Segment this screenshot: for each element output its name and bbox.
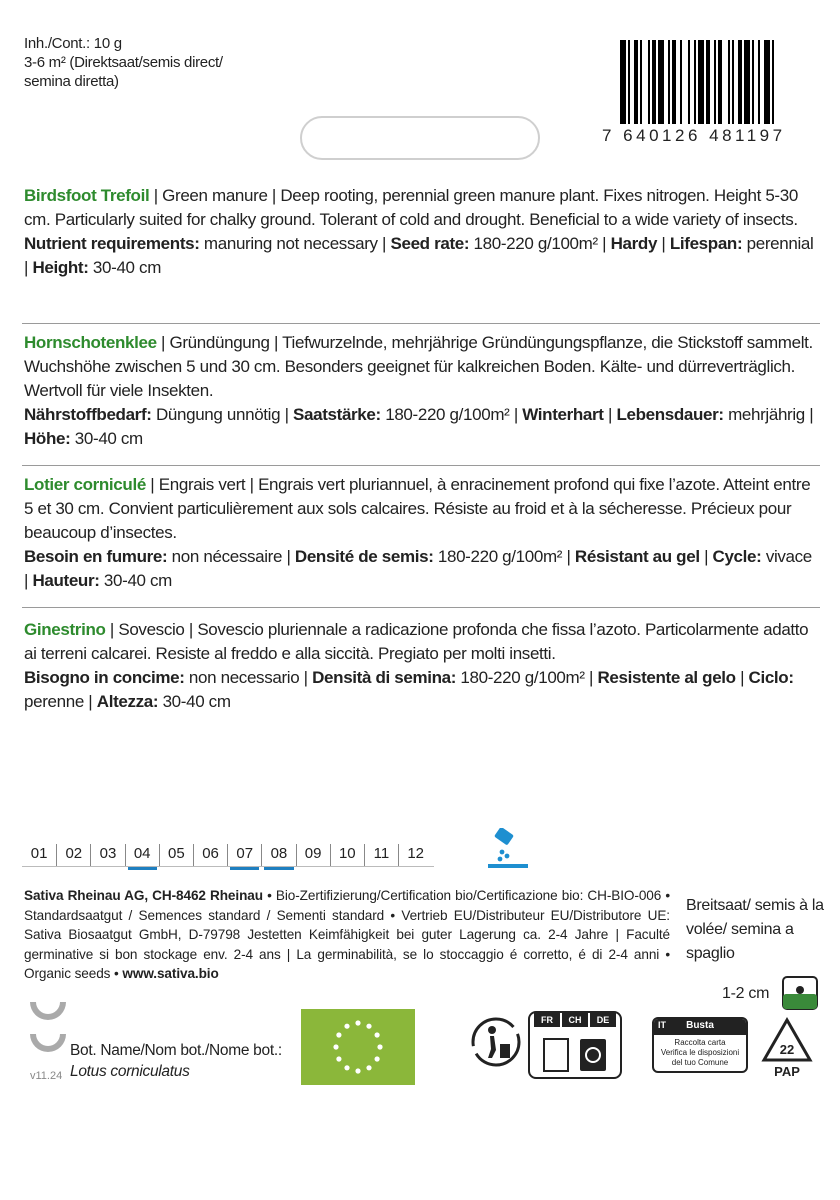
nutrient-value-fr: non nécessaire | [167,547,295,566]
description-de: | Gründüngung | Tiefwurzelnde, mehrjährige Gründüngungspflanze, die Stickstoff sammelt. Wuchshöhe zwischen 5 und 30 cm. Besonders geeignet für kalkreichen Boden. Kälte- und dürreverträglich. Wertvoll für viele Insekten. [24,333,813,400]
species-title-it: Ginestrino [24,620,106,639]
hardy-sep-en: | [657,234,670,253]
life-label-en: Lifespan: [669,234,743,253]
life-label-it: Ciclo: [748,668,794,687]
life-value-fr: vivace | [24,547,812,590]
hang-hole [300,116,540,160]
height-label-it: Altezza: [96,692,159,711]
nutrient-label-en: Nutrient requirements: [24,234,200,253]
life-value-de: mehrjährig | [723,405,814,424]
nutrient-value-en: manuring not necessary | [199,234,391,253]
nutrient-value-de: Düngung unnötig | [151,405,294,424]
seed-value-it: 180-220 g/100m² | [456,668,598,687]
sativa-logo-icon [26,1000,70,1064]
height-label-de: Höhe: [24,429,71,448]
hardy-label-it: Resistente al gelo [597,668,736,687]
content-info [24,34,223,91]
description-fr: | Engrais vert | Engrais vert pluriannuel, à enracinement profond qui fixe l’azote. Atteint entre 5 et 30 cm. Convient particulièrement aux sols calcaires. Résiste au froid et à la sécheresse. Précieux pour beaucoup d’insectes. [24,475,811,542]
life-value-it: perenne | [24,692,97,711]
pap-code: 22 [779,1042,795,1057]
content-area: 3-6 m² (Direktsaat/semis direct/ [24,54,223,71]
botanical-label: Bot. Name/Nom bot./Nome bot.: [70,1042,282,1059]
nutrient-label-fr: Besoin en fumure: [24,547,168,566]
height-value-fr: 30-40 cm [99,571,172,590]
seed-label-it: Densità di semina: [312,668,457,687]
month-12: 12 [398,844,432,866]
flag-ch: CH [562,1013,588,1027]
hardy-label-fr: Résistant au gel [574,547,700,566]
company-info [24,886,670,984]
barcode-number: 7 640126 481197 [602,126,786,145]
life-label-de: Lebensdauer: [616,405,724,424]
sorting-info-box [528,1011,622,1079]
height-value-en: 30-40 cm [88,258,161,277]
month-05: 05 [159,844,193,866]
block-french [24,473,820,593]
website-link[interactable]: www.sativa.bio [122,966,219,981]
botanical-name: Lotus corniculatus [70,1063,190,1080]
certification-text: • Bio-Zertifizierung/Certification bio/Certificazione bio: CH-BIO-006 • Standardsaatgut / Semences standard / Sementi standard • Vertrieb EU/Distributeur EU/Distributore UE: Sativa Biosaatgut GmbH, D-79798 Jestetten Keimfähigkeit bei guter Lagerung ca. 2-4 Jahre | Faculté germinative si bon stockage env. 2-4 ans | La germinabilità, se lo stoccaggio é corretto, é di 2-4 anni • Organic seeds • [24,888,671,981]
month-02: 02 [56,844,90,866]
seed-label-de: Saatstärke: [293,405,381,424]
block-italian [24,618,820,714]
species-title-de: Hornschotenklee [24,333,157,352]
flag-it: IT [658,1020,666,1030]
height-label-fr: Hauteur: [32,571,100,590]
it-line2: Verifica le disposizioni [660,1048,740,1057]
month-01: 01 [30,845,48,862]
month-07: 07 [227,844,261,866]
hardy-label-de: Winterhart [522,405,604,424]
divider [22,323,820,324]
content-area-cont: semina diretta) [24,73,119,90]
seed-value-en: 180-220 g/100m² | [469,234,611,253]
description-en: | Green manure | Deep rooting, perennial green manure plant. Fixes nitrogen. Height 5-30 cm. Particularly suited for chalky ground. Tolerant of cold and drought. Beneficial to a wide variety of insects. [24,186,798,229]
recycle-bin-icon [470,1016,522,1068]
divider [22,465,820,466]
month-09: 09 [296,844,330,866]
month-03: 03 [90,844,124,866]
barcode-icon [620,40,816,124]
hardy-sep-de: | [603,405,617,424]
description-it: | Sovescio | Sovescio pluriennale a radicazione profonda che fissa l’azoto. Particolarmente adatto ai terreni calcarei. Resiste al freddo e alla siccità. Pregiato per molti insetti. [24,620,809,663]
company-name: Sativa Rheinau AG, CH-8462 Rheinau [24,888,263,903]
it-line1: Raccolta carta [674,1038,726,1047]
month-11: 11 [364,844,398,866]
height-value-de: 30-40 cm [70,429,143,448]
sowing-depth-icon [782,976,818,1010]
version-label: v11.24 [30,1070,63,1082]
sowing-depth: 1-2 cm [722,985,770,1002]
seed-value-fr: 180-220 g/100m² | [433,547,575,566]
seed-label-en: Seed rate: [390,234,470,253]
month-10: 10 [330,844,364,866]
life-label-fr: Cycle: [712,547,762,566]
month-08: 08 [261,844,295,866]
nutrient-label-de: Nährstoffbedarf: [24,405,152,424]
paper-bin-icon [540,1033,612,1075]
hardy-sep-fr: | [699,547,713,566]
height-label-en: Height: [32,258,89,277]
month-04: 04 [125,844,159,866]
height-value-it: 30-40 cm [158,692,231,711]
content-weight: Inh./Cont.: 10 g [24,35,122,52]
hardy-label-en: Hardy [610,234,658,253]
flag-de: DE [590,1013,616,1027]
pap-label: PAP [774,1064,800,1079]
calendar-baseline [22,866,434,867]
flag-fr: FR [534,1013,560,1027]
pap-recycling-icon [758,1016,816,1080]
hardy-sep-it: | [735,668,749,687]
nutrient-value-it: non necessario | [184,668,313,687]
block-german [24,331,820,451]
divider [22,607,820,608]
broadcast-sowing-icon [484,828,532,872]
sowing-calendar [22,844,432,866]
eu-organic-logo-icon [301,1009,415,1085]
seed-label-fr: Densité de semis: [294,547,434,566]
species-title-fr: Lotier corniculé [24,475,146,494]
seed-value-de: 180-220 g/100m² | [380,405,523,424]
month-06: 06 [193,844,227,866]
life-value-en: perennial | [24,234,814,277]
it-line3: del tuo Comune [671,1058,729,1067]
italy-recycling-box [652,1017,748,1073]
busta-label: Busta [686,1020,714,1031]
sowing-method: Breitsaat/ semis à la volée/ semina a spaglio [686,897,824,962]
block-english [24,184,820,280]
species-title-en: Birdsfoot Trefoil [24,186,150,205]
nutrient-label-it: Bisogno in concime: [24,668,185,687]
